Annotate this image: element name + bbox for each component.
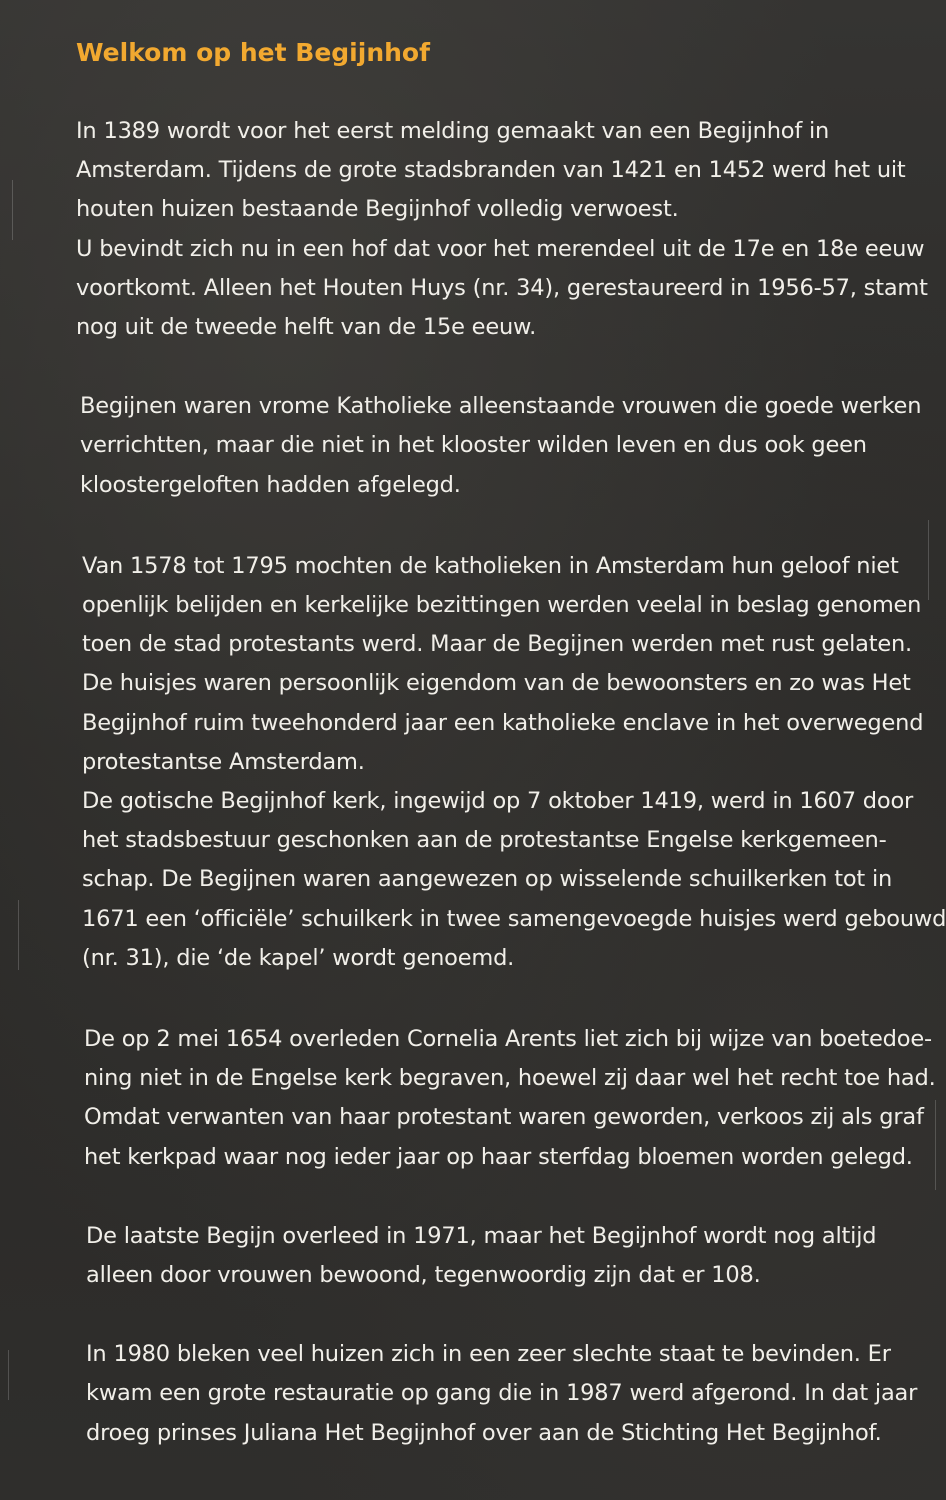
text-line: Omdat verwanten van haar protestant waren geworden, verkoos zij als graf — [84, 1104, 924, 1131]
text-line: het kerkpad waar nog ieder jaar op haar sterfdag bloemen worden gelegd. — [84, 1143, 913, 1170]
paragraph-reformation — [82, 547, 946, 978]
text-line: U bevindt zich nu in een hof dat voor het merendeel uit de 17e en 18e eeuw — [76, 235, 925, 262]
text-line: In 1980 bleken veel huizen zich in een zeer slechte staat te bevinden. Er — [86, 1341, 891, 1368]
text-line: Amsterdam. Tijdens de grote stadsbranden van 1421 en 1452 werd het uit — [76, 157, 906, 184]
surface-scratch — [8, 1350, 9, 1400]
text-line: voortkomt. Alleen het Houten Huys (nr. 34), gerestaureerd in 1956-57, stamt — [76, 274, 928, 301]
text-line: schap. De Begijnen waren aangewezen op wisselende schuilkerken tot in — [82, 866, 893, 893]
text-line: De huisjes waren persoonlijk eigendom van de bewoonsters en zo was Het — [82, 670, 911, 697]
text-line: alleen door vrouwen bewoond, tegenwoordig zijn dat er 108. — [86, 1262, 761, 1289]
text-line: nog uit de tweede helft van de 15e eeuw. — [76, 314, 537, 341]
text-line: 1671 een ‘officiële’ schuilkerk in twee samengevoegde huisjes werd gebouwd — [82, 905, 946, 932]
text-line: ning niet in de Engelse kerk begraven, hoewel zij daar wel het recht toe had. — [84, 1065, 936, 1092]
text-line: (nr. 31), die ‘de kapel’ wordt genoemd. — [82, 944, 515, 971]
text-line: openlijk belijden en kerkelijke bezittingen werden veelal in beslag genomen — [82, 592, 922, 619]
text-line: De laatste Begijn overleed in 1971, maar het Begijnhof wordt nog altijd — [86, 1222, 877, 1249]
sign-title: Welkom op het Begijnhof — [76, 38, 430, 67]
text-line: Begijnhof ruim tweehonderd jaar een katholieke enclave in het overwegend — [82, 709, 924, 736]
text-line: het stadsbestuur geschonken aan de protestantse Engelse kerkgemeen- — [82, 827, 887, 854]
paragraph-history — [76, 112, 928, 347]
text-line: protestantse Amsterdam. — [82, 748, 365, 775]
paragraph-cornelia-arents — [84, 1020, 936, 1177]
surface-scratch — [928, 520, 929, 600]
text-line: De op 2 mei 1654 overleden Cornelia Arents liet zich bij wijze van boetedoe- — [84, 1026, 932, 1053]
surface-scratch — [935, 1100, 936, 1190]
surface-scratch — [12, 180, 13, 240]
text-line: houten huizen bestaande Begijnhof volledig verwoest. — [76, 196, 679, 223]
text-line: Begijnen waren vrome Katholieke alleenstaande vrouwen die goede werken — [80, 393, 922, 420]
text-line: droeg prinses Juliana Het Begijnhof over aan de Stichting Het Begijnhof. — [86, 1419, 882, 1446]
paragraph-last-begijn — [86, 1217, 886, 1295]
paragraph-begijnen — [80, 387, 922, 505]
text-line: In 1389 wordt voor het eerst melding gemaakt van een Begijnhof in — [76, 118, 830, 144]
text-line: kwam een grote restauratie op gang die in 1987 werd afgerond. In dat jaar — [86, 1380, 918, 1407]
text-line: toen de stad protestants werd. Maar de Begijnen werden met rust gelaten. — [82, 631, 912, 658]
text-line: verrichtten, maar die niet in het klooster wilden leven en dus ook geen — [80, 432, 867, 459]
text-line: kloostergeloften hadden afgelegd. — [80, 471, 461, 498]
surface-scratch — [18, 900, 19, 970]
text-line: De gotische Begijnhof kerk, ingewijd op 7 oktober 1419, werd in 1607 door — [82, 788, 914, 815]
paragraph-restoration — [86, 1335, 918, 1453]
text-line: Van 1578 tot 1795 mochten de katholieken in Amsterdam hun geloof niet — [82, 552, 899, 579]
